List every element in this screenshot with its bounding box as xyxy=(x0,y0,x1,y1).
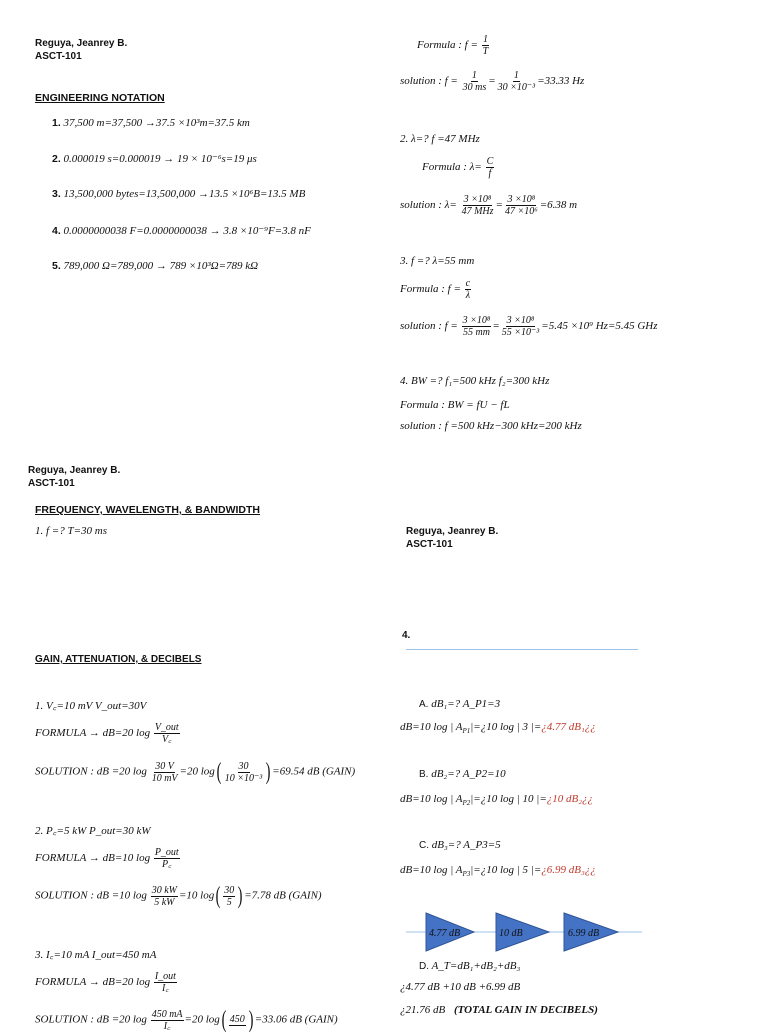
p4-given: 4. BW =? f₁=500 kHz f₂=300 kHz xyxy=(400,375,550,387)
calc-mid: |=¿10 log | 10 |= xyxy=(470,793,547,805)
amplifier-cascade-diagram xyxy=(406,910,642,954)
p1-solution: solution : f = $\frac{1}{30 ms}$ = $\frac{1}{\text{30 ×10⁻³}}$ =33.33 Hz xyxy=(400,70,585,93)
calc-result: ¿4.77 dB₁¿¿ xyxy=(541,721,596,733)
solution-fraction-1: $\frac{30 kW}{5 kW}$ xyxy=(151,884,177,908)
solution-fraction-2: $\frac{\text{3 ×10⁸}}{\text{47 ×10⁶}}$ xyxy=(504,194,538,217)
g1-formula xyxy=(35,722,181,745)
author-block-2 xyxy=(28,464,120,490)
notation-item-2 xyxy=(52,152,257,165)
cascade-c-given xyxy=(419,839,501,851)
stage-2-label: 10 dB xyxy=(499,928,523,939)
g3-solution xyxy=(35,1008,338,1032)
cascade-d-given xyxy=(419,960,520,972)
solution-fraction-1: $\frac{\text{3 ×10⁸}}{55 mm}$ xyxy=(462,315,491,338)
formula-fraction: $\frac{\text{I\_out}}{I꜀}$ xyxy=(154,971,176,994)
item-number: 4. xyxy=(52,225,61,237)
horizontal-rule xyxy=(406,649,638,650)
author-course: ASCT-101 xyxy=(406,539,453,550)
right-paren: ) xyxy=(248,1007,254,1033)
solution-result: =6.38 m xyxy=(539,199,578,212)
item-label: D. xyxy=(419,961,429,972)
cascade-number: 4. xyxy=(402,630,411,641)
item-expression: 0.0000000038 F=0.0000000038 → 3.8 ×10⁻⁹F=3.8 nF xyxy=(63,225,311,237)
formula-label: Formula : λ= xyxy=(422,161,482,174)
p4-solution: solution : f =500 kHz−300 kHz=200 kHz xyxy=(400,420,582,432)
p3-formula xyxy=(400,278,472,301)
item-expression: 13,500,000 bytes=13,500,000 →13.5 ×10⁶B=13.5 MB xyxy=(63,188,306,200)
g2-given: 2. P꜀=5 kW P_out=30 kW xyxy=(35,825,151,837)
item-number: 3. xyxy=(52,188,61,200)
solution-label: SOLUTION : dB =10 log xyxy=(35,889,147,902)
calc-sub: P1 xyxy=(462,727,471,736)
given-text: dB₃=? A_P3=5 xyxy=(431,839,501,851)
solution-result: =33.33 Hz xyxy=(537,75,585,88)
p3-given: 3. f =? λ=55 mm xyxy=(400,255,475,267)
solution-fraction-1: $\frac{1}{30 ms}$ xyxy=(462,70,487,93)
formula-fraction: $\frac{\text{P\_out}}{P꜀}$ xyxy=(154,847,179,870)
item-expression: 37,500 m=37,500 →37.5 ×10³m=37.5 km xyxy=(63,117,250,129)
p2-solution: solution : λ= $\frac{\text{3 ×10⁸}}{\text{47 MHz}}$ = $\frac{\text{3 ×10⁸}}{\text{47 ×10⁶}}$ =6.38 m xyxy=(400,194,578,217)
calc-mid: |=¿10 log | 5 |= xyxy=(470,864,542,876)
formula-label: FORMULA → dB=20 log xyxy=(35,727,151,740)
formula-fraction: $\frac{1}{T}$ xyxy=(482,34,489,57)
section-title-fwb: FREQUENCY, WAVELENGTH, & BANDWIDTH xyxy=(35,504,260,516)
item-label: C. xyxy=(419,840,429,851)
calc-pre: dB=10 log | A xyxy=(400,864,463,876)
calc-sub: P2 xyxy=(462,799,471,808)
left-paren: ( xyxy=(221,1007,227,1033)
solution-fraction-2: 450 xyxy=(229,1014,245,1025)
formula-label: Formula : f = xyxy=(400,283,461,296)
formula-fraction: $\frac{C}{f}$ xyxy=(486,156,494,179)
solution-result: =69.54 dB (GAIN) xyxy=(272,765,356,778)
item-number: 5. xyxy=(52,260,61,272)
calc-mid: |=¿10 log | 3 |= xyxy=(470,721,542,733)
solution-mid: =20 log xyxy=(179,765,215,778)
p2-given: 2. λ=? f =47 MHz xyxy=(400,133,480,145)
author-name: Reguya, Jeanrey B. xyxy=(406,526,499,537)
stage-1-label: 4.77 dB xyxy=(429,928,461,939)
calc-pre: dB=10 log | A xyxy=(400,793,463,805)
solution-result: =7.78 dB (GAIN) xyxy=(244,889,322,902)
solution-label: solution : f = xyxy=(400,320,458,333)
item-expression: 0.000019 s=0.000019 → 19 × 10⁻⁶s=19 μs xyxy=(63,153,257,165)
right-paren: ) xyxy=(237,883,243,909)
g2-solution xyxy=(35,884,322,908)
item-label: B. xyxy=(419,769,429,780)
section-title-gain: GAIN, ATTENUATION, & DECIBELS xyxy=(35,654,202,665)
solution-mid: =10 log xyxy=(178,889,215,902)
stage-3-label: 6.99 dB xyxy=(568,928,600,939)
cascade-a-given xyxy=(419,698,500,710)
author-name: Reguya, Jeanrey B. xyxy=(28,465,121,476)
left-paren: ( xyxy=(215,883,221,909)
item-number: 1. xyxy=(52,117,61,129)
solution-fraction-2: $\frac{\text{3 ×10⁸}}{\text{55 ×10⁻³}}$ xyxy=(501,315,540,338)
solution-fraction-1: $\frac{\text{3 ×10⁸}}{\text{47 MHz}}$ xyxy=(461,194,494,217)
right-paren: ) xyxy=(265,759,271,785)
item-expression: 789,000 Ω=789,000 → 789 ×10³Ω=789 kΩ xyxy=(63,260,259,272)
item-number: 2. xyxy=(52,153,61,165)
calc-pre: dB=10 log | A xyxy=(400,721,463,733)
notation-item-1 xyxy=(52,117,250,129)
given-text: dB₁=? A_P1=3 xyxy=(431,698,501,710)
solution-fraction-1: $\frac{450 mA}{I꜀}$ xyxy=(151,1008,183,1032)
p1-formula xyxy=(417,34,490,57)
g1-solution xyxy=(35,760,355,784)
calc-sub: P3 xyxy=(462,870,471,879)
solution-fraction-2: $\frac{30}{5}$ xyxy=(224,884,235,908)
given-text: dB₂=? A_P2=10 xyxy=(431,768,506,780)
author-block-1 xyxy=(35,37,127,63)
g1-given: 1. V꜀=10 mV V_out=30V xyxy=(35,700,147,712)
section-title-notation: ENGINEERING NOTATION xyxy=(35,92,165,104)
formula-fraction: $\frac{c}{\lambda}$ xyxy=(465,278,471,301)
notation-item-5 xyxy=(52,260,258,272)
solution-label: SOLUTION : dB =20 log xyxy=(35,765,147,778)
p2-formula xyxy=(422,156,495,179)
author-course: ASCT-101 xyxy=(35,51,82,62)
p3-solution: solution : f = $\frac{\text{3 ×10⁸}}{55 mm}$ = $\frac{\text{3 ×10⁸}}{\text{55 ×10⁻³}}$ =5.45 ×10⁹ Hz=5.45 GHz xyxy=(400,315,658,338)
p4-formula: Formula : BW = fU − fL xyxy=(400,399,510,411)
notation-item-4 xyxy=(52,224,311,237)
cascade-a-calc xyxy=(400,721,596,735)
solution-mid: =20 log xyxy=(184,1013,220,1026)
calc-result: ¿6.99 dB₃¿¿ xyxy=(541,864,596,876)
cascade-d-line1: ¿4.77 dB +10 dB +6.99 dB xyxy=(400,981,521,993)
item-label: A. xyxy=(419,699,429,710)
p1-given: 1. f =? T=30 ms xyxy=(35,525,107,537)
solution-label: solution : f = xyxy=(400,75,458,88)
cascade-d-line2 xyxy=(400,1004,598,1016)
cascade-b-given xyxy=(419,768,506,780)
author-name: Reguya, Jeanrey B. xyxy=(35,38,128,49)
g2-formula xyxy=(35,847,181,870)
given-text: A_T=dB₁+dB₂+dB₃ xyxy=(431,960,521,972)
author-block-3 xyxy=(406,525,498,551)
author-course: ASCT-101 xyxy=(28,478,75,489)
left-paren: ( xyxy=(216,759,222,785)
formula-fraction: $\frac{\text{V\_out}}{V꜀}$ xyxy=(154,722,179,745)
total-value: ¿21.76 dB xyxy=(400,1004,446,1016)
solution-fraction-2: $\frac{30}{\text{10 ×10⁻³}}$ xyxy=(224,760,263,784)
total-note: (TOTAL GAIN IN DECIBELS) xyxy=(453,1004,598,1016)
notation-item-3 xyxy=(52,188,305,200)
formula-label: FORMULA → dB=20 log xyxy=(35,976,151,989)
cascade-c-calc xyxy=(400,864,596,878)
solution-result: =5.45 ×10⁹ Hz=5.45 GHz xyxy=(541,320,658,333)
cascade-b-calc xyxy=(400,793,593,807)
solution-label: SOLUTION : dB =20 log xyxy=(35,1013,147,1026)
g3-given: 3. I꜀=10 mA I_out=450 mA xyxy=(35,949,157,961)
formula-label: FORMULA → dB=10 log xyxy=(35,852,151,865)
formula-label: Formula : f = xyxy=(417,39,478,52)
solution-result: =33.06 dB (GAIN) xyxy=(254,1013,338,1026)
calc-result: ¿10 dB₂¿¿ xyxy=(546,793,594,805)
solution-fraction-2: $\frac{1}{\text{30 ×10⁻³}}$ xyxy=(497,70,536,93)
solution-label: solution : λ= xyxy=(400,199,457,212)
g3-formula xyxy=(35,971,178,994)
solution-fraction-1: $\frac{30 V}{10 mV}$ xyxy=(151,760,178,784)
